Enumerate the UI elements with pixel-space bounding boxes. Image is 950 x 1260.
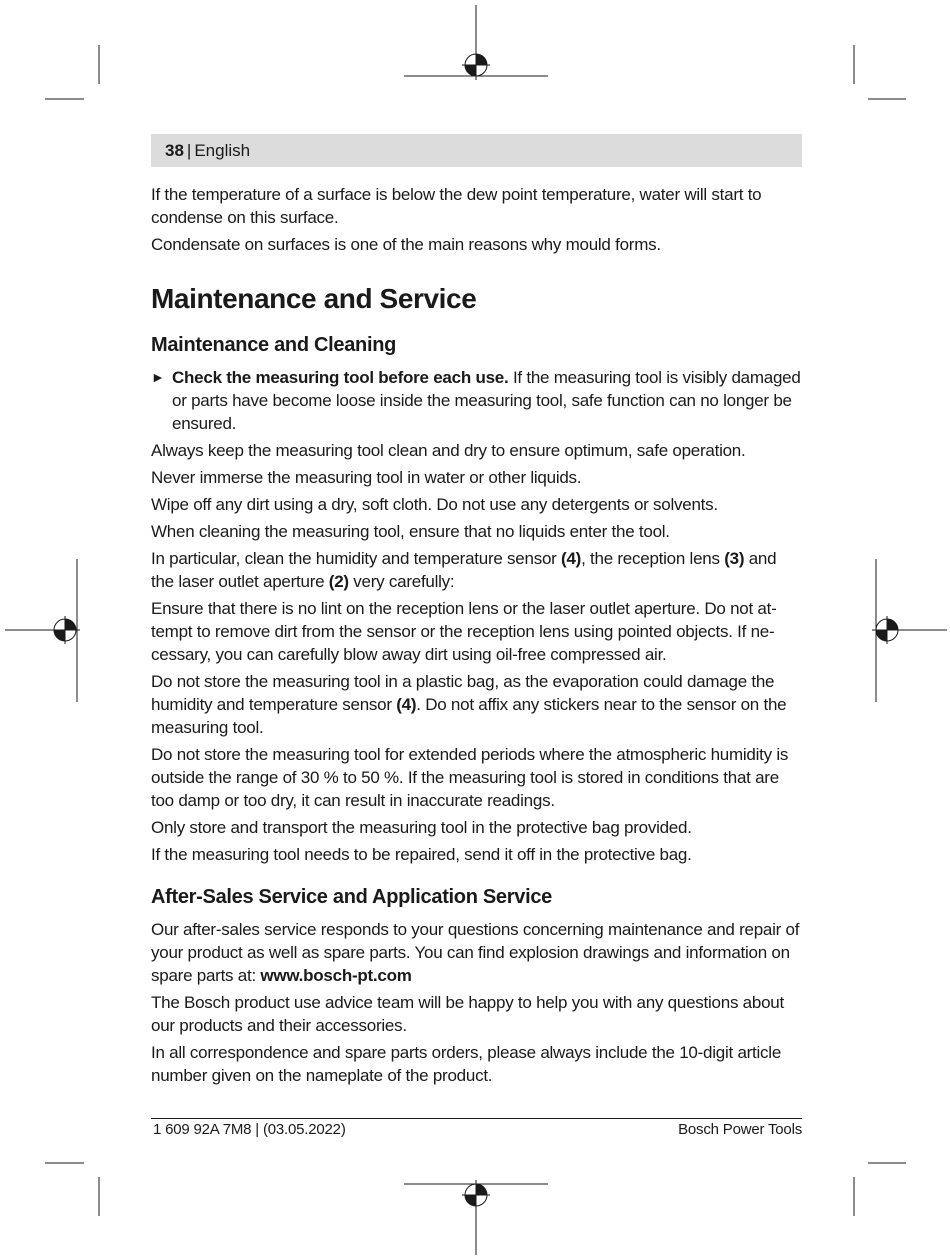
page-footer [151,1118,802,1138]
ref-sensor-2: (4) [396,695,417,714]
maintenance-paragraph-4: When cleaning the measuring tool, ensure that no liquids enter the tool. [151,522,670,541]
maintenance-paragraph-1: Always keep the measuring tool clean and dry to ensure optimum, safe operation. [151,441,746,460]
after-sales-paragraph-1: Our after-sales service responds to your questions concerning maintenance and repair of your product as well as spare parts. You can find explosion drawings and information on spare parts at: www.bosch-pt.com [151,920,800,985]
triangle-bullet-icon: ► [151,369,165,385]
section-title: Maintenance and Service [151,283,477,314]
page-content [151,183,802,1091]
intro-paragraph-1: If the temperature of a surface is below the dew point temperature, water will start to condense on this surface. [151,185,762,227]
maintenance-heading: Maintenance and Cleaning [151,334,397,356]
warning-bullet [151,366,802,435]
maintenance-paragraph-6: Ensure that there is no lint on the reception lens or the laser outlet aperture. Do not attempt to remove dirt from the sensor or the reception lens using pointed objects. If necessary, you can carefully blow away dirt using oil-free compressed air. [151,599,777,664]
after-sales-paragraph-3: In all correspondence and spare parts orders, please always include the 10-digit article number given on the nameplate of the product. [151,1043,782,1085]
bullet-bold-text: Check the measuring tool before each use. [172,368,509,387]
ref-sensor: (4) [561,549,582,568]
header-separator: | [186,140,192,160]
header-language: English [194,140,251,160]
ref-aperture: (2) [328,572,349,591]
page-header [151,134,802,167]
maintenance-paragraph-9: Only store and transport the measuring tool in the protective bag provided. [151,818,692,837]
maintenance-paragraph-7: Do not store the measuring tool in a plastic bag, as the evaporation could damage the humidity and temperature sensor (4). Do not affix any stickers near to the sensor on the measuring tool. [151,672,787,737]
intro-paragraph-2: Condensate on surfaces is one of the main reasons why mould forms. [151,235,661,254]
footer-doc-id: 1 609 92A 7M8 | (03.05.2022) [153,1121,346,1138]
maintenance-paragraph-3: Wipe off any dirt using a dry, soft cloth. Do not use any detergents or solvents. [151,495,718,514]
maintenance-paragraph-5: In particular, clean the humidity and temperature sensor (4), the reception lens (3) and the laser outlet aperture (2) very carefully: [151,549,777,591]
page-number: 38 [165,140,184,160]
footer-brand: Bosch Power Tools [678,1121,802,1138]
maintenance-paragraph-8: Do not store the measuring tool for extended periods where the atmospheric humidity is outside the range of 30 % to 50 %. If the measuring tool is stored in conditions that are too damp or too dry, it can result in inaccurate readings. [151,745,789,810]
after-sales-heading: After-Sales Service and Application Service [151,886,552,908]
website-link[interactable]: www.bosch-pt.com [260,966,412,985]
bullet-text: If the measuring tool is visibly damaged or parts have become loose inside the measuring tool, safe function can no longer be ensured. [172,368,801,433]
maintenance-paragraph-10: If the measuring tool needs to be repaired, send it off in the protective bag. [151,845,692,864]
ref-lens: (3) [724,549,745,568]
after-sales-paragraph-2: The Bosch product use advice team will be happy to help you with any questions about our products and their accessories. [151,993,784,1035]
maintenance-paragraph-2: Never immerse the measuring tool in water or other liquids. [151,468,582,487]
